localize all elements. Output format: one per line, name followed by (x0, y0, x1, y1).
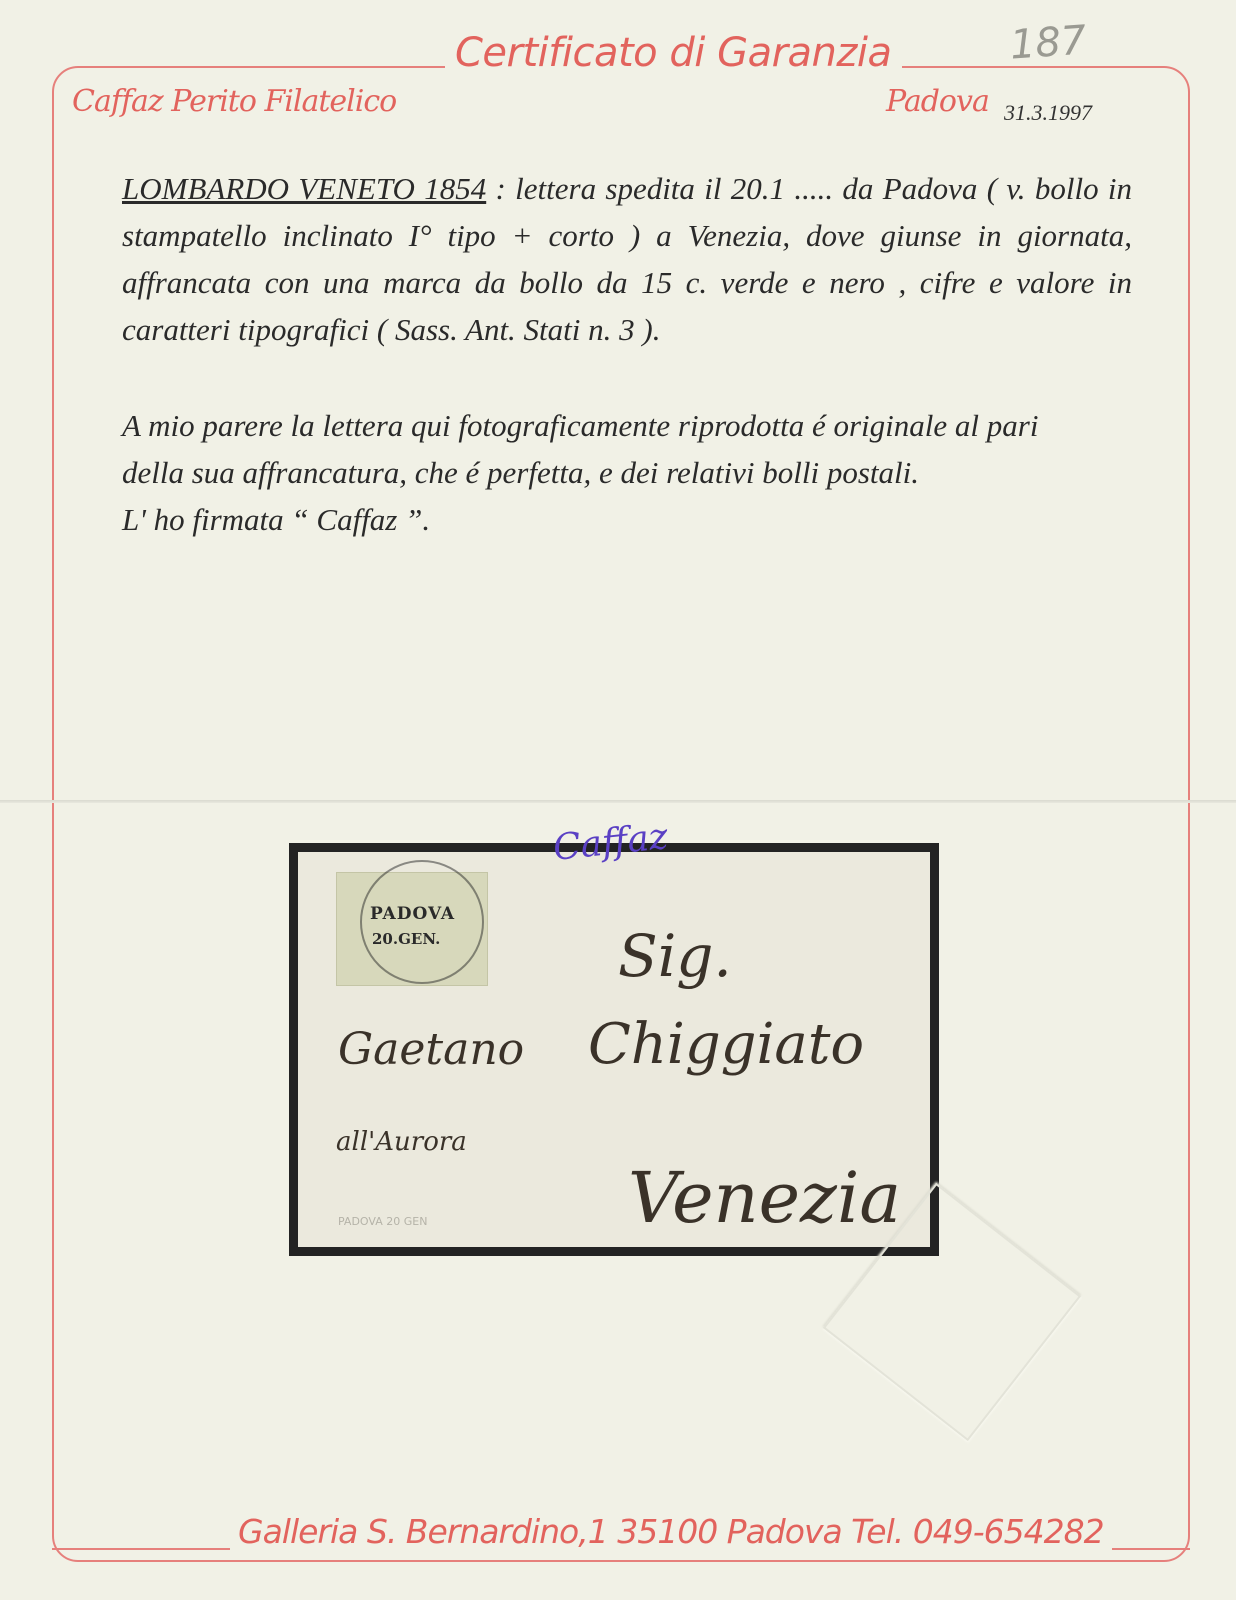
destination-city: Venezia (628, 1157, 902, 1239)
faint-postmark: PADOVA 20 GEN (338, 1215, 428, 1228)
expert-name: Caffaz Perito Filatelico (72, 84, 397, 119)
certificate-date: 31.3.1997 (1004, 100, 1092, 125)
certificate-city: Padova (886, 84, 989, 119)
addressee-first-name: Gaetano (338, 1024, 525, 1075)
address-line: all'Aurora (336, 1127, 467, 1157)
description-paragraph (122, 165, 1132, 353)
addressee-last-name: Chiggiato (588, 1012, 865, 1077)
footer-line-left (52, 1548, 242, 1550)
postmark-date: 20.GEN. (372, 930, 441, 948)
reference-number: 187 (1008, 17, 1088, 69)
opinion-line-2: della sua affrancatura, che é perfetta, e dei relativi bolli postali. (122, 455, 919, 490)
opinion-paragraph (122, 402, 1132, 543)
footer-address: Galleria S. Bernardino,1 35100 Padova Tel. 049-654282 (230, 1512, 1112, 1551)
fold-line (0, 800, 1236, 803)
footer-area (0, 1512, 1236, 1552)
expert-signature: Caffaz (551, 816, 670, 869)
letter-photo (289, 816, 939, 1256)
opinion-line-1: A mio parere la lettera qui fotograficamente riprodotta é originale al pari (122, 408, 1039, 443)
description-text: : lettera spedita il 20.1 ..... da Padova ( v. bollo in stampatello inclinato I° tipo + corto ) a Venezia, dove giunse in giornata, affrancata con una marca da bollo da 15 c. verde e nero , cifre e valore in caratteri tipografici ( Sass. Ant. Stati n. 3 ). (122, 171, 1132, 347)
issue-title: LOMBARDO VENETO 1854 (122, 171, 487, 206)
opinion-line-3: L' ho firmata “ Caffaz ”. (122, 502, 431, 537)
salutation: Sig. (618, 922, 732, 990)
postmark-city: PADOVA (370, 904, 456, 924)
certificate-title: Certificato di Garanzia (445, 30, 902, 76)
